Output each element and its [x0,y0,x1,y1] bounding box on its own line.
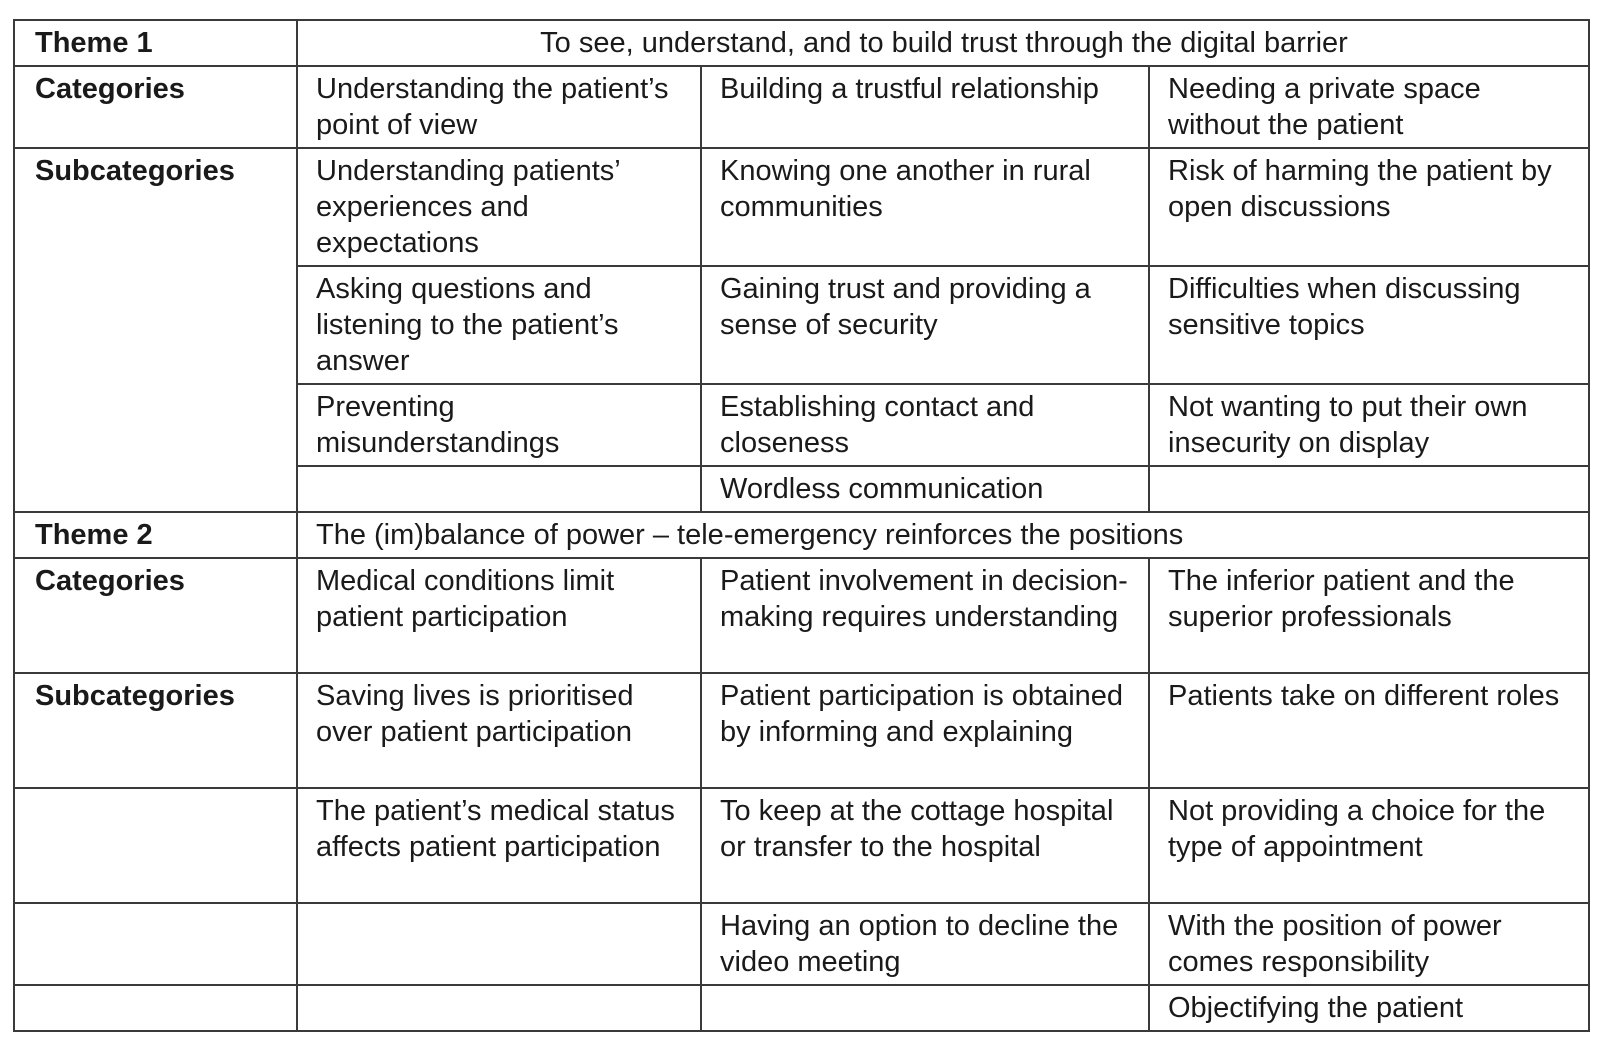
theme1-subcategories-row [14,148,1589,266]
theme1-subcategory-cell: Not wanting to put their own insecurity on display [1149,384,1589,466]
theme2-categories-row [14,558,1589,673]
theme2-subcategory-cell: With the position of power comes responsibility [1149,903,1589,985]
theme2-subcategory-cell: Having an option to decline the video meeting [701,903,1149,985]
theme2-subcategory-cell: Objectifying the patient [1149,985,1589,1031]
theme1-subcategories-label: Subcategories [14,148,297,512]
theme2-category-cell: Medical conditions limit patient participation [297,558,701,673]
theme1-categories-row [14,66,1589,148]
theme1-subcategory-cell: Gaining trust and providing a sense of security [701,266,1149,384]
theme2-subcategories-row [14,673,1589,788]
theme1-categories-label: Categories [14,66,297,148]
theme2-empty-label-cell [14,903,297,985]
themes-table [13,19,1590,1032]
theme1-subcategory-cell: Asking questions and listening to the patient’s answer [297,266,701,384]
theme2-categories-label: Categories [14,558,297,673]
theme2-empty-label-cell [14,985,297,1031]
theme2-empty-label-cell [14,788,297,903]
theme1-subcategory-cell: Establishing contact and closeness [701,384,1149,466]
theme1-title: To see, understand, and to build trust through the digital barrier [297,20,1589,66]
theme2-subcategory-cell: Patient participation is obtained by informing and explaining [701,673,1149,788]
theme2-row [14,512,1589,558]
theme1-category-cell: Understanding the patient’s point of view [297,66,701,148]
theme1-category-cell: Building a trustful relationship [701,66,1149,148]
theme2-subcategory-cell [297,903,701,985]
theme2-subcategories-row [14,788,1589,903]
theme2-subcategory-cell: Saving lives is prioritised over patient participation [297,673,701,788]
theme2-subcategories-row [14,985,1589,1031]
theme2-label: Theme 2 [14,512,297,558]
theme1-row [14,20,1589,66]
theme2-subcategory-cell [701,985,1149,1031]
theme1-subcategory-cell [297,466,701,512]
theme2-subcategory-cell: Patients take on different roles [1149,673,1589,788]
theme2-category-cell: The inferior patient and the superior professionals [1149,558,1589,673]
theme1-subcategory-cell: Risk of harming the patient by open discussions [1149,148,1589,266]
theme2-subcategory-cell: To keep at the cottage hospital or transfer to the hospital [701,788,1149,903]
theme2-subcategory-cell: Not providing a choice for the type of appointment [1149,788,1589,903]
theme2-subcategory-cell [297,985,701,1031]
theme1-category-cell: Needing a private space without the patient [1149,66,1589,148]
theme1-subcategory-cell: Understanding patients’ experiences and expectations [297,148,701,266]
theme2-subcategories-label: Subcategories [14,673,297,788]
theme2-subcategories-row [14,903,1589,985]
theme1-subcategory-cell: Knowing one another in rural communities [701,148,1149,266]
theme1-label: Theme 1 [14,20,297,66]
theme1-subcategory-cell [1149,466,1589,512]
theme1-subcategory-cell: Difficulties when discussing sensitive topics [1149,266,1589,384]
theme1-subcategory-cell: Wordless communication [701,466,1149,512]
theme2-subcategory-cell: The patient’s medical status affects patient participation [297,788,701,903]
theme1-subcategory-cell: Preventing misunderstandings [297,384,701,466]
theme2-category-cell: Patient involvement in decision-making requires understanding [701,558,1149,673]
theme2-title: The (im)balance of power – tele-emergency reinforces the positions [297,512,1589,558]
